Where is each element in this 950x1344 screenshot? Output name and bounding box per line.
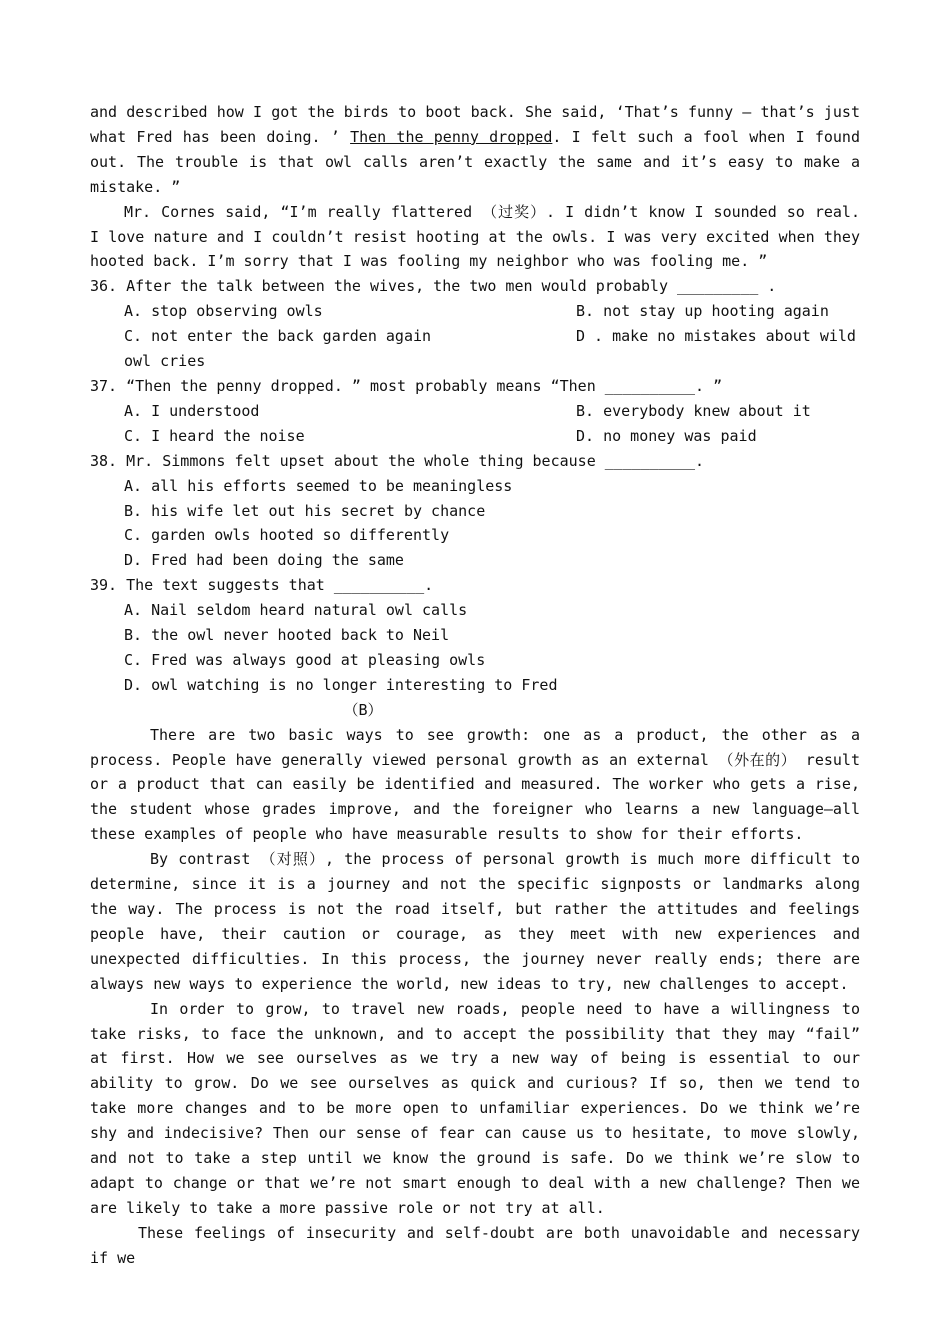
option-d-continuation: owl cries: [124, 352, 206, 371]
question-36-options-row-2: [90, 324, 860, 349]
passage-a-paragraph-1: [90, 100, 860, 200]
passage-a-paragraph-2: Mr. Cornes said, “I’m really flattered （过奖）. I didn’t know I sounded so real. I love nature and I couldn’t resist hooting at the owls. I was very excited when they hooted back. I’m sorry that I was fooling my neighbor who was fooling me. ”: [90, 202, 860, 271]
question-38-stem: 38. Mr. Simmons felt upset about the whole thing because __________.: [90, 451, 705, 470]
option-a: A. I understood: [124, 401, 260, 420]
option-d: D. Fred had been doing the same: [124, 551, 404, 570]
section-label-b: （B）: [343, 700, 383, 719]
passage-b-paragraph-3: In order to grow, to travel new roads, people need to have a willingness to take risks, to face the unknown, and to accept the possibility that they may “fail” at first. How we see ourselves as we try a new way of being is essential to our ability to grow. Do we see ourselves as quick and curious? If so, then we tend to take more changes and to be more open to unfamiliar experiences. Do we think we’re shy and indecisive? Then our sense of fear can cause us to hesitate, to move slowly, and not to take a step until we know the ground is safe. Do we think we’re slow to adapt to change or that we’re not smart enough to deal with a new challenge? Then we are likely to take a more passive role or not try at all.: [90, 999, 860, 1217]
question-39-stem: 39. The text suggests that __________.: [90, 576, 434, 595]
option-b: B. not stay up hooting again: [576, 302, 829, 321]
passage-b-paragraph-2: By contrast （对照）, the process of personal growth is much more difficult to determine, since it is a journey and not the specific signposts or landmarks along the way. The process is not the road itself, but rather the attitudes and feelings people have, their caution or courage, as they meet with new experiences and unexpected difficulties. In this process, the journey never really ends; there are always new ways to experience the world, new ideas to try, new challenges to accept.: [90, 850, 860, 993]
text-span: and described how I got the birds to boot back. She said, ‘That’s funny — that’s just what Fred has been doing. ’: [90, 103, 860, 146]
question-37-options-row-1: [90, 399, 860, 424]
option-a: A. all his efforts seemed to be meaningless: [124, 476, 513, 495]
option-a: A. stop observing owls: [124, 302, 323, 321]
text-span: . I felt such a fool when I found out. The trouble is that owl calls aren’t exactly the same and it’s easy to make a mistake. ”: [90, 127, 860, 196]
option-a: A. Nail seldom heard natural owl calls: [124, 601, 468, 620]
question-37-options-row-2: [90, 424, 860, 449]
option-c: C. Fred was always good at pleasing owls: [124, 650, 486, 669]
option-c: C. garden owls hooted so differently: [124, 526, 450, 545]
option-d: D . make no mistakes about wild: [576, 327, 856, 346]
option-b: B. everybody knew about it: [576, 401, 811, 420]
document-page: [90, 100, 860, 1271]
passage-b-paragraph-1: There are two basic ways to see growth: one as a product, the other as a process. People have generally viewed personal growth as an external （外在的） result or a product that can easily be identified and measured. The worker who gets a rise, the student whose grades improve, and the foreigner who learns a new language—all these examples of people who have measurable results to show for their efforts.: [90, 725, 860, 844]
option-d: D. owl watching is no longer interesting to Fred: [124, 675, 558, 694]
question-36-stem: 36. After the talk between the wives, the two men would probably _________ .: [90, 277, 777, 296]
option-c: C. I heard the noise: [124, 426, 305, 445]
option-b: B. the owl never hooted back to Neil: [124, 626, 450, 645]
question-36-options-row-1: [90, 299, 860, 324]
option-c: C. not enter the back garden again: [124, 327, 432, 346]
passage-b-paragraph-4: These feelings of insecurity and self-doubt are both unavoidable and necessary if we: [90, 1223, 860, 1267]
question-37-stem: 37. “Then the penny dropped. ” most probably means “Then __________. ”: [90, 376, 723, 395]
option-b: B. his wife let out his secret by chance: [124, 501, 486, 520]
underlined-phrase: Then the penny dropped: [350, 127, 553, 146]
option-d: D. no money was paid: [576, 426, 757, 445]
